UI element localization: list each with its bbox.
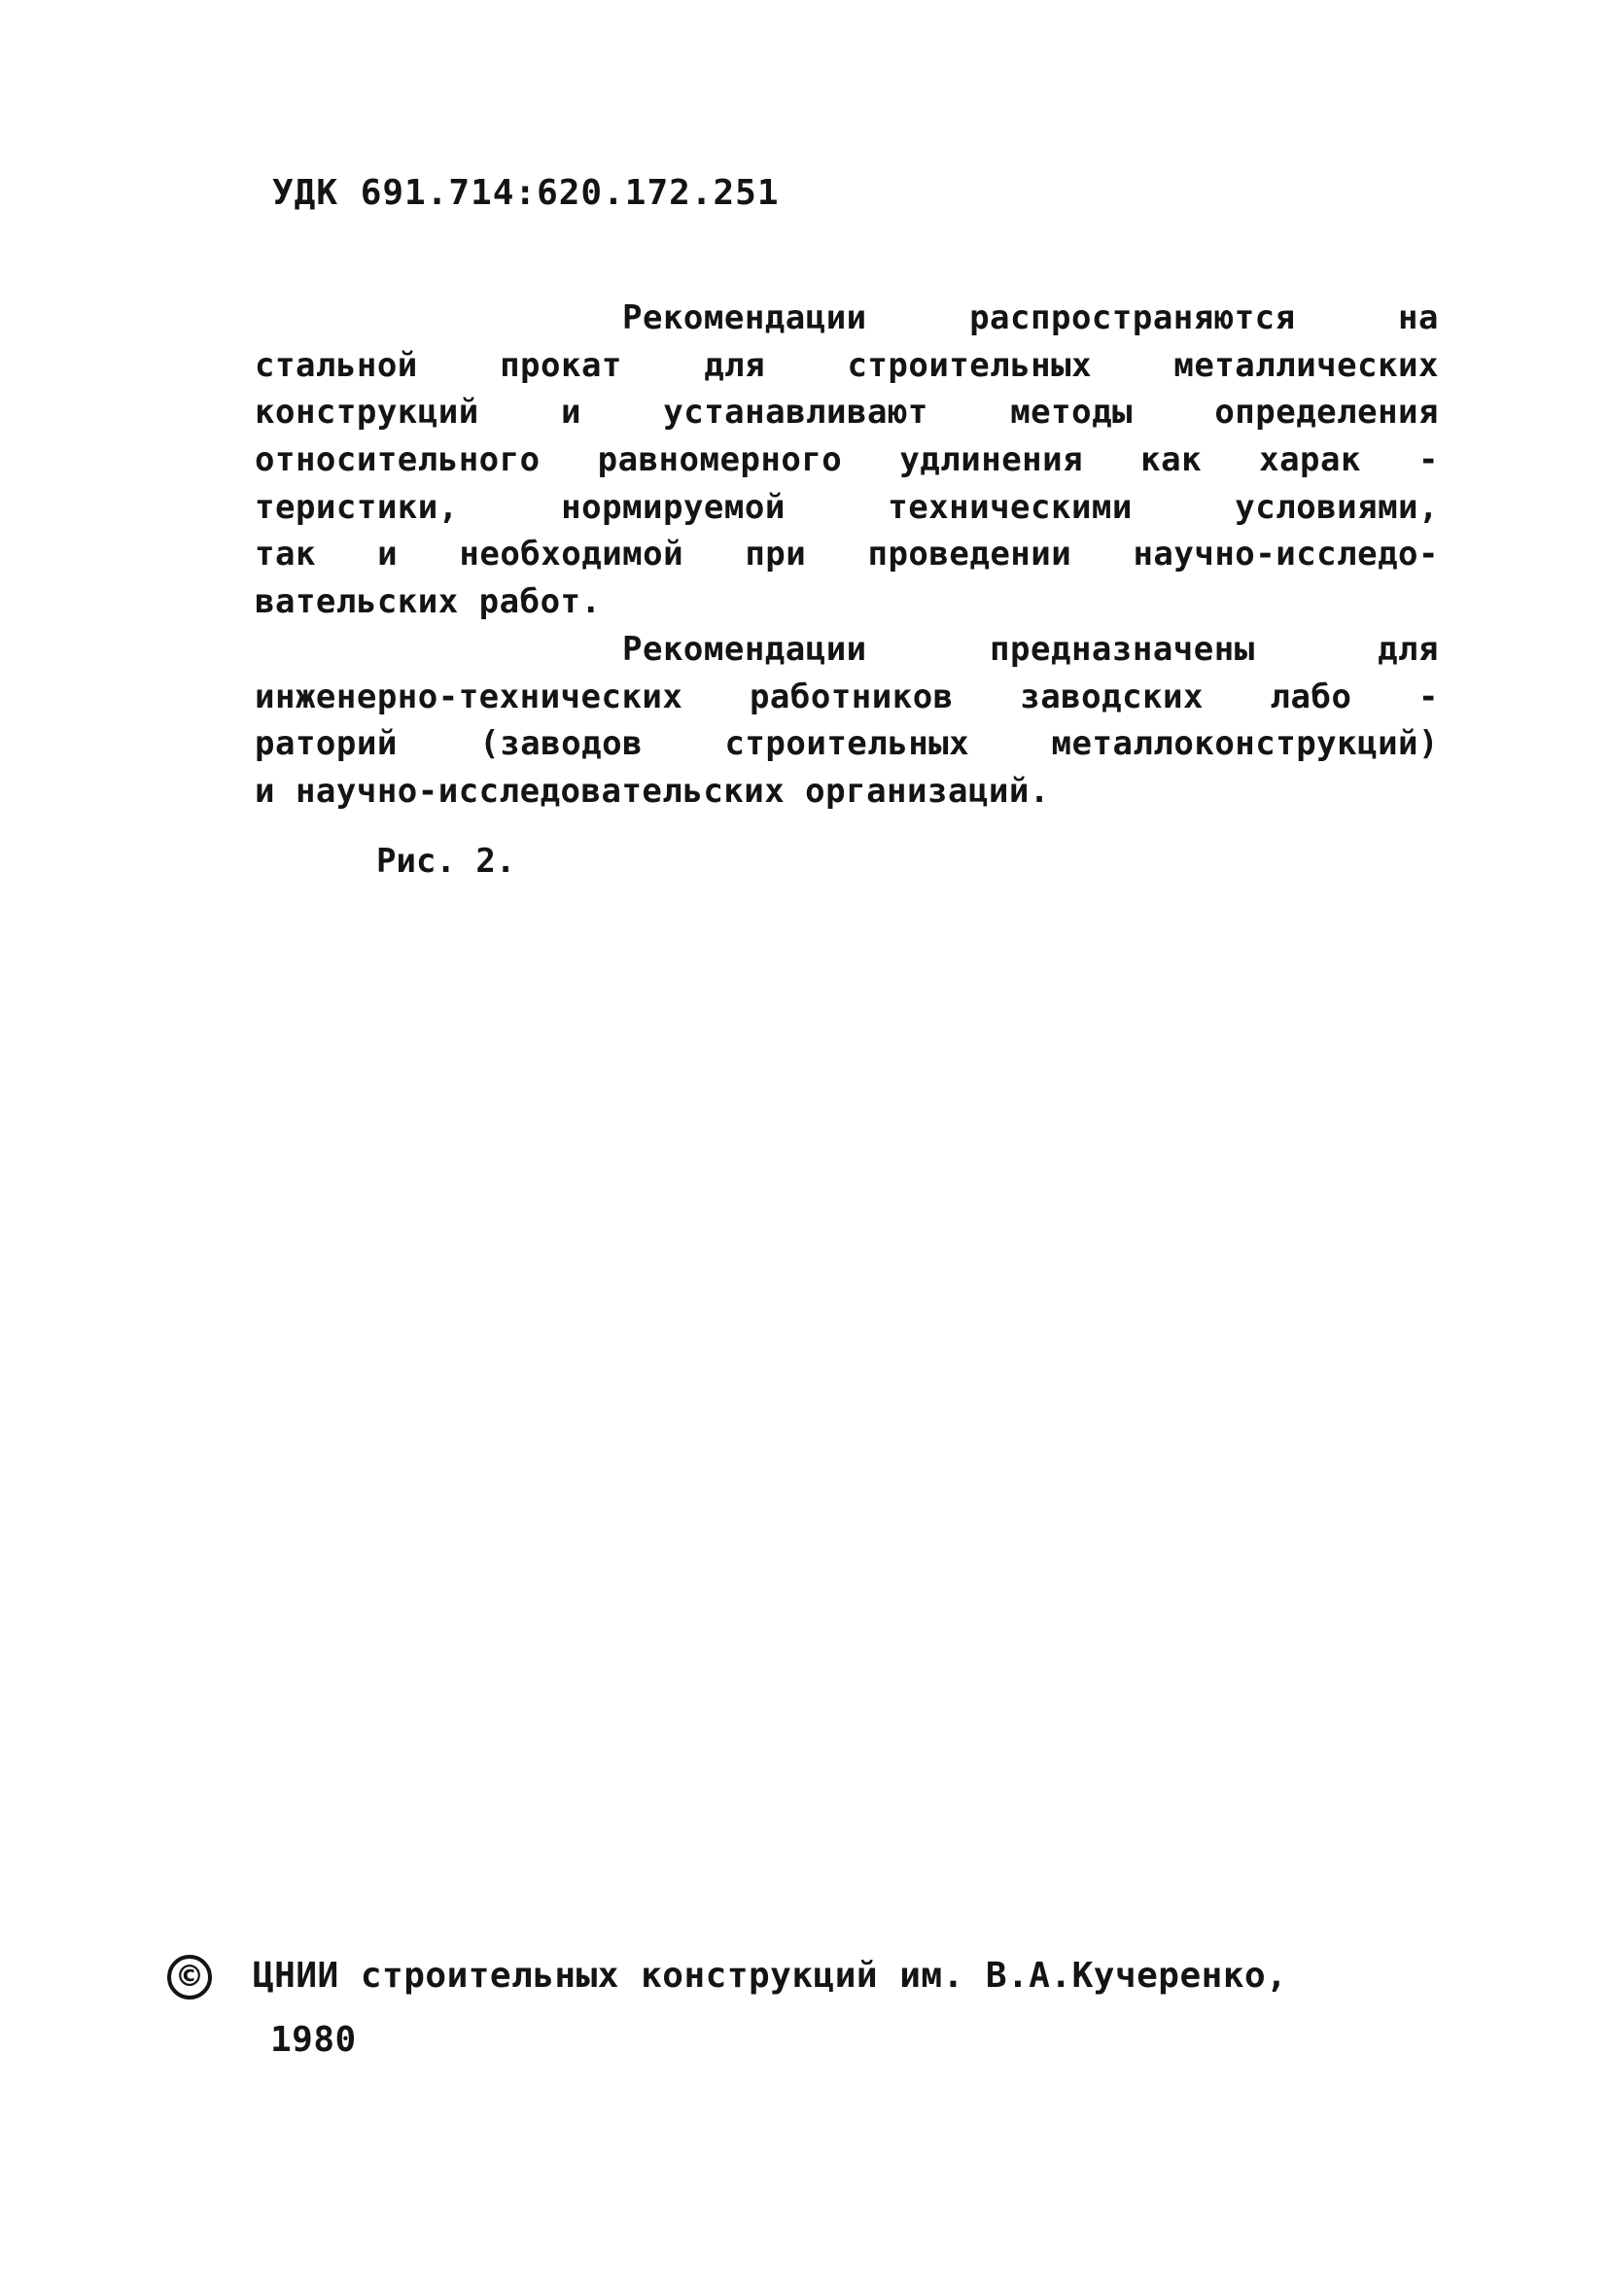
publisher-name: ЦНИИ строительных конструкций им. В.А.Кучеренко, [253, 1956, 1288, 1996]
abstract-line: Рекомендации предназначены для [622, 629, 1439, 669]
abstract-line: раторий (заводов строительных металлоконструкций) [255, 724, 1439, 764]
copyright-icon: © [167, 1955, 212, 2000]
abstract-line: вательских работ. [255, 582, 602, 622]
abstract-line: стальной прокат для строительных металлических [255, 345, 1439, 385]
abstract-line: относительного равномерного удлинения как харак - [255, 440, 1439, 480]
abstract-line: и научно-исследовательских организаций. [255, 771, 1050, 811]
abstract-text [255, 295, 1439, 816]
abstract-line: так и необходимой при проведении научно-исследо- [255, 535, 1439, 574]
abstract-line: Рекомендации распространяются на [622, 298, 1439, 337]
abstract-line: конструкций и устанавливают методы определения [255, 393, 1439, 433]
figures-count: Рис. 2. [376, 842, 516, 881]
udk-code: УДК 691.714:620.172.251 [272, 173, 780, 213]
abstract-line: теристики, нормируемой техническими условиями, [255, 487, 1439, 527]
abstract-line: инженерно-технических работников заводских лабо - [255, 677, 1439, 716]
publication-year: 1980 [270, 2020, 357, 2060]
